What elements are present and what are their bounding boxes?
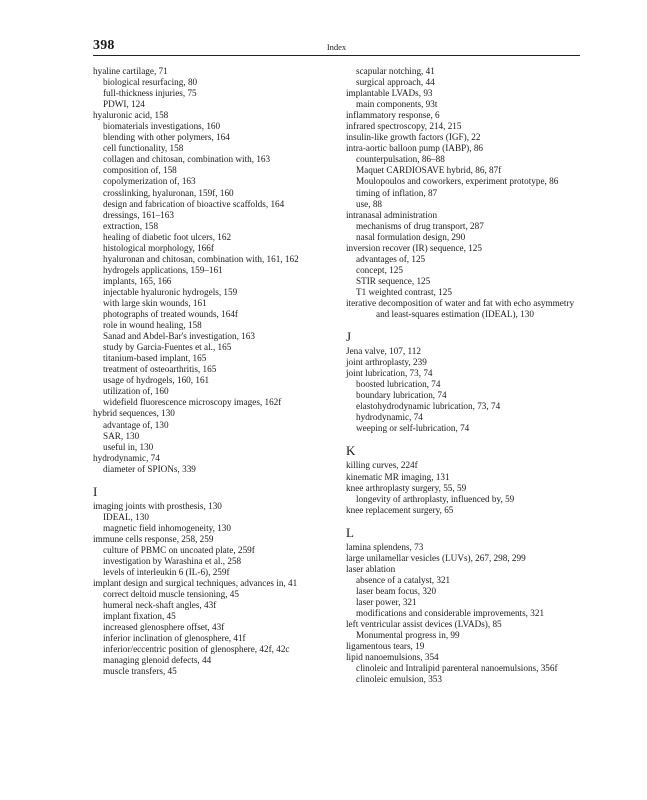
index-subentry: clinoleic and Intralipid parenteral nanoemulsions, 356f [356, 663, 558, 674]
index-subentry: useful in, 130 [103, 441, 154, 452]
index-entry: Jena valve, 107, 112 [346, 346, 421, 357]
index-subentry: elastohydrodynamic lubrication, 73, 74 [356, 401, 501, 412]
index-subentry: modifications and considerable improvements, 321 [356, 607, 545, 618]
index-subentry: boundary lubrication, 74 [356, 390, 447, 401]
index-subentry: muscle transfers, 45 [103, 666, 177, 677]
index-entry: implantable LVADs, 93 [346, 88, 433, 99]
index-subentry: hydrodynamic, 74 [356, 412, 423, 423]
index-subentry: role in wound healing, 158 [103, 320, 202, 331]
index-subentry: blending with other polymers, 164 [103, 132, 230, 143]
index-subentry: with large skin wounds, 161 [103, 297, 207, 308]
index-subentry: Monumental progress in, 99 [356, 630, 460, 641]
index-entry: inversion recover (IR) sequence, 125 [346, 242, 482, 253]
index-subentry: weeping or self-lubrication, 74 [356, 423, 470, 434]
index-subentry: advantages of, 125 [356, 253, 426, 264]
page-number: 398 [93, 38, 115, 53]
index-subentry: SAR, 130 [103, 430, 140, 441]
index-subentry: advantage of, 130 [103, 419, 169, 430]
index-subentry: widefield fluorescence microscopy images, 162f [103, 397, 282, 408]
index-subentry: extraction, 158 [103, 220, 159, 231]
index-subentry: biomaterials investigations, 160 [103, 121, 221, 132]
index-subentry: surgical approach, 44 [356, 77, 435, 88]
index-subentry: implant fixation, 45 [103, 611, 176, 622]
index-entry: implant design and surgical techniques, advances in, 41 [93, 578, 298, 589]
index-subentry: main components, 93t [356, 99, 438, 110]
index-subentry: boosted lubrication, 74 [356, 379, 441, 390]
index-subentry: nasal formulation design, 290 [356, 231, 466, 242]
index-subentry: absence of a catalyst, 321 [356, 574, 451, 585]
index-subentry: levels of interleukin 6 (IL-6), 259f [103, 567, 230, 578]
index-subentry: clinoleic emulsion, 353 [356, 674, 442, 685]
section-letter: L [346, 524, 354, 540]
index-entry: lamina splendens, 73 [346, 541, 424, 552]
index-entry: imaging joints with prosthesis, 130 [93, 500, 222, 511]
index-subentry: PDWI, 124 [103, 99, 145, 110]
running-head: Index [326, 42, 347, 52]
section-letter: K [346, 443, 356, 459]
index-subentry: photographs of treated wounds, 164f [103, 309, 238, 320]
index-subentry: crosslinking, hyaluronan, 159f, 160 [103, 187, 234, 198]
index-entry: joint arthroplasty, 239 [346, 357, 427, 368]
index-subentry: inferior/eccentric position of glenosphere, 42f, 42c [103, 644, 290, 655]
index-entry: hydrodynamic, 74 [93, 452, 160, 463]
index-subentry: implants, 165, 166 [103, 275, 172, 286]
index-subentry: humeral neck-shaft angles, 43f [103, 600, 217, 611]
index-subentry: investigation by Warashina et al., 258 [103, 555, 242, 566]
index-subentry: injectable hyaluronic hydrogels, 159 [103, 286, 238, 297]
index-subentry: magnetic field inhomogeneity, 130 [103, 522, 231, 533]
index-subentry: timing of inflation, 87 [356, 187, 438, 198]
index-subentry: correct deltoid muscle tensioning, 45 [103, 589, 239, 600]
index-subentry: T1 weighted contrast, 125 [356, 286, 452, 297]
index-subentry: usage of hydrogels, 160, 161 [103, 375, 210, 386]
index-entry: left ventricular assist devices (LVADs), 85 [346, 619, 502, 630]
index-subentry: biological resurfacing, 80 [103, 77, 198, 88]
index-subentry: inferior inclination of glenosphere, 41f [103, 633, 246, 644]
index-subentry: study by Garcia-Fuentes et al., 165 [103, 342, 232, 353]
index-subentry: collagen and chitosan, combination with, 163 [103, 154, 271, 165]
index-subentry: STIR sequence, 125 [356, 275, 431, 286]
index-subentry: counterpulsation, 86–88 [356, 154, 445, 165]
index-entry: insulin-like growth factors (IGF), 22 [346, 132, 481, 143]
index-subentry: increased glenosphere offset, 43f [103, 622, 225, 633]
index-entry: knee arthroplasty surgery, 55, 59 [346, 482, 467, 493]
index-subentry: dressings, 161–163 [103, 209, 174, 220]
index-entry: knee replacement surgery, 65 [346, 504, 454, 515]
index-subentry: healing of diabetic foot ulcers, 162 [103, 231, 232, 242]
index-entry: infrared spectroscopy, 214, 215 [346, 121, 462, 132]
index-column-right [346, 66, 584, 685]
index-entry: killing curves, 224f [346, 460, 418, 471]
index-subentry: culture of PBMC on uncoated plate, 259f [103, 544, 255, 555]
index-subentry: laser beam focus, 320 [356, 585, 437, 596]
index-subentry: design and fabrication of bioactive scaffolds, 164 [103, 198, 285, 209]
index-subentry: IDEAL, 130 [103, 511, 149, 522]
index-column-left [93, 66, 341, 677]
index-subentry: scapular notching, 41 [356, 66, 435, 76]
index-subentry: Maquet CARDIOSAVE hybrid, 86, 87f [356, 165, 502, 176]
index-subentry: copolymerization of, 163 [103, 176, 196, 187]
index-subentry: mechanisms of drug transport, 287 [356, 220, 484, 231]
index-entry: inflammatory response, 6 [346, 110, 440, 121]
index-subentry: utilization of, 160 [103, 386, 169, 397]
index-subentry: composition of, 158 [103, 165, 177, 176]
index-subentry: titanium-based implant, 165 [103, 353, 207, 364]
index-entry: hybrid sequences, 130 [93, 408, 175, 419]
index-subentry: concept, 125 [356, 264, 403, 275]
index-entry: immune cells response, 258, 259 [93, 533, 214, 544]
section-letter: I [93, 483, 98, 499]
index-subentry: Moulopoulos and coworkers, experiment prototype, 86 [356, 176, 559, 187]
index-entry: intra-aortic balloon pump (IABP), 86 [346, 143, 484, 154]
index-subentry: managing glenoid defects, 44 [103, 655, 212, 666]
index-entry: kinematic MR imaging, 131 [346, 471, 450, 482]
index-entry: iterative decomposition of water and fat with echo asymmetry and least-squares estimation (IDEAL), 130 [346, 297, 575, 320]
index-subentry: hydrogels applications, 159–161 [103, 264, 223, 275]
index-subentry: laser power, 321 [356, 596, 417, 607]
index-subentry: cell functionality, 158 [103, 143, 184, 154]
index-subentry: longevity of arthroplasty, influenced by, 59 [356, 493, 515, 504]
index-entry: intranasal administration [346, 209, 438, 220]
index-entry: laser ablation [346, 563, 396, 574]
index-subentry: histological morphology, 166f [103, 242, 214, 253]
page-header [93, 38, 580, 56]
index-subentry: hyaluronan and chitosan, combination with, 161, 162 [103, 253, 299, 264]
index-entry: large unilamellar vesicles (LUVs), 267, 298, 299 [346, 552, 526, 563]
index-subentry: Sanad and Abdel-Bar's investigation, 163 [103, 331, 255, 342]
index-entry: ligamentous tears, 19 [346, 641, 425, 652]
index-subentry: treatment of osteoarthritis, 165 [103, 364, 217, 375]
index-entry: hyaline cartilage, 71 [93, 66, 168, 76]
section-letter: J [346, 329, 352, 345]
index-entry: lipid nanoemulsions, 354 [346, 652, 439, 663]
index-subentry: diameter of SPIONs, 339 [103, 463, 196, 474]
index-subentry: full-thickness injuries, 75 [103, 88, 197, 99]
index-entry: hyaluronic acid, 158 [93, 110, 169, 121]
index-entry: joint lubrication, 73, 74 [346, 368, 433, 379]
index-subentry: use, 88 [356, 198, 383, 209]
